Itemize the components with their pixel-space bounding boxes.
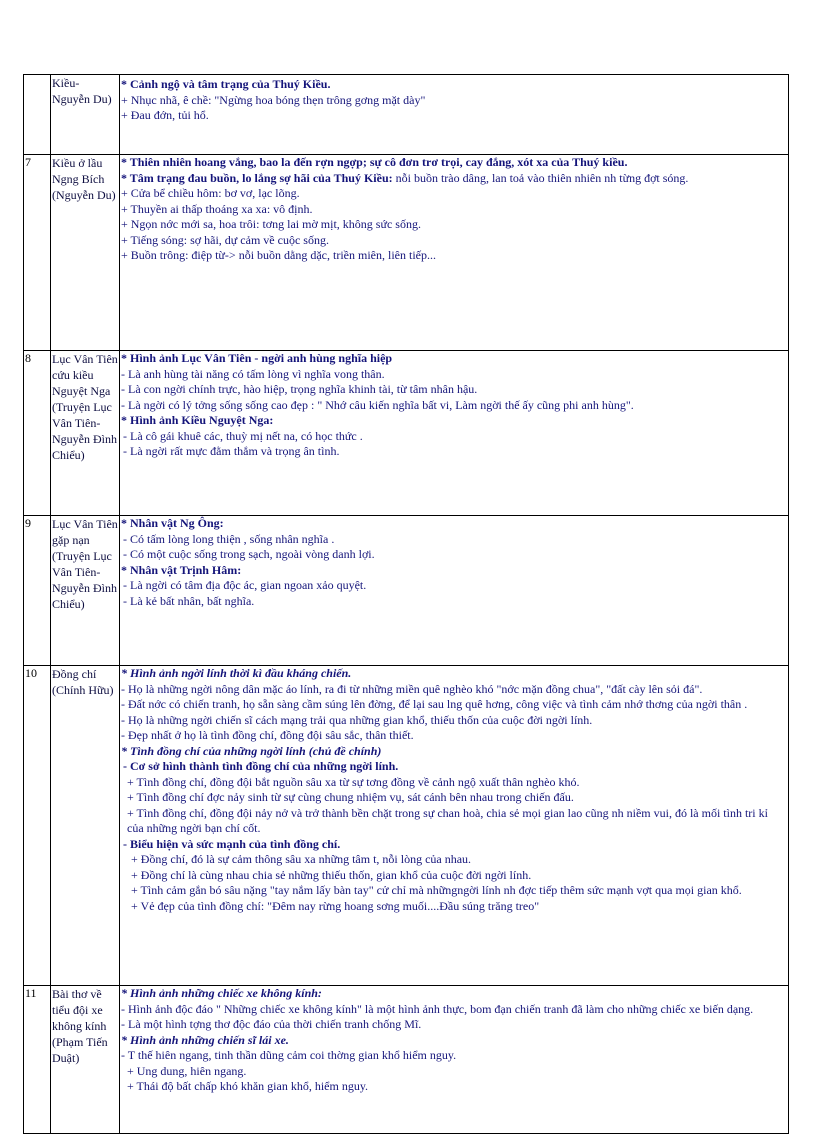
content-line: + Thuyền ai thấp thoáng xa xa: vô định.: [121, 201, 313, 216]
content-line: - Đẹp nhất ở họ là tình đồng chí, đồng đội sâu sắc, thân thiết.: [121, 728, 414, 742]
content-heading: * Hình ảnh ngời lính thời kì đầu kháng chiến.: [121, 666, 352, 680]
content-line: + Tình cảm gắn bó sâu nặng "tay nắm lấy bàn tay" cử chỉ mà nhữngngời lính nh đợc tiếp thêm sức mạnh vợt qua mọi gian khổ.: [131, 883, 742, 897]
content-line: + Đồng chí, đó là sự cảm thông sâu xa những tâm t, nỗi lòng của nhau.: [131, 852, 472, 866]
content-heading: * Cảnh ngộ và tâm trạng của Thuý Kiều.: [121, 77, 331, 91]
content-line: - Hình ảnh độc đáo " Những chiếc xe không kính" là một hình ảnh thực, bom đạn chiến tranh đã làm cho những chiếc xe biến dạng.: [121, 1001, 754, 1016]
content-line: + Tình đồng chí, đồng đội bắt nguồn sâu xa từ sự tơng đồng về cảnh ngộ xuất thân nghèo khó.: [127, 774, 580, 789]
content-line: - Là con ngời chính trực, hào hiệp, trọng nghĩa khinh tài, từ tâm nhân hậu.: [121, 382, 478, 396]
content-line: + Ngọn nớc mới sa, hoa trôi: tơng lai mờ mịt, không sức sống.: [121, 217, 421, 231]
lesson-content: [120, 986, 789, 1134]
lesson-title: Kiều- Nguyễn Du): [51, 75, 120, 155]
row-number: [24, 75, 51, 155]
content-text: nỗi buồn trào dâng, lan toả vào thiên nhiên nh từng đợt sóng.: [392, 170, 689, 185]
content-heading: * Hình ảnh những chiến sĩ lái xe.: [121, 1032, 289, 1047]
content-line: + Thái độ bất chấp khó khăn gian khổ, hiểm nguy.: [127, 1079, 369, 1093]
content-line: + Nhục nhã, ê chề: "Ngừng hoa bóng thẹn trông gơng mặt dày": [121, 92, 426, 107]
lesson-content: [120, 351, 789, 516]
lesson-title: Lục Vân Tiên gặp nạn (Truyện Lục Vân Tiên- Nguyễn Đình Chiểu): [51, 516, 120, 666]
content-line: - Đất nớc có chiến tranh, họ sẵn sàng cầm súng lên đờng, để lại sau lng quê hơng, công việc và tình cảm nhớ thơng của ngời thân .: [121, 697, 748, 711]
lesson-title: Đồng chí (Chính Hữu): [51, 666, 120, 986]
content-heading: * Nhân vật Ng Ông:: [121, 516, 224, 530]
content-line: + Đau đớn, tủi hổ.: [121, 108, 209, 122]
content-heading: * Thiên nhiên hoang vắng, bao la đến rợn ngợp; sự cô đơn trơ trọi, cay đắng, xót xa của Thuý kiều.: [121, 155, 628, 169]
content-heading: * Hình ảnh những chiếc xe không kính:: [121, 986, 322, 1000]
content-line: + Vẻ đẹp của tình đồng chí: "Đêm nay rừng hoang sơng muối....Đầu súng trăng treo": [131, 898, 540, 913]
table-row: [24, 351, 789, 516]
content-line: - Có tấm lòng long thiện , sống nhân nghĩa .: [123, 531, 335, 546]
content-heading: * Nhân vật Trịnh Hâm:: [121, 562, 242, 577]
content-subheading: - Cơ sở hình thành tình đồng chí của những ngời lính.: [123, 759, 399, 773]
content-line: - T thế hiên ngang, tinh thần dũng cảm coi thờng gian khổ hiểm nguy.: [121, 1048, 457, 1062]
content-line: - Là kẻ bất nhân, bất nghĩa.: [123, 593, 255, 608]
content-heading: * Tình đồng chí của những ngời lính (chủ đề chính): [121, 743, 382, 758]
table-row: [24, 155, 789, 351]
table-row: [24, 75, 789, 155]
lesson-content: [120, 75, 789, 155]
content-line: + Tiếng sóng: sợ hãi, dự cảm về cuộc sống.: [121, 232, 329, 247]
row-number: 11: [24, 986, 51, 1134]
lesson-table-body: [24, 75, 789, 1134]
content-line: + Đồng chí là cùng nhau chia sẻ những thiếu thốn, gian khổ của cuộc đời ngời lính.: [131, 867, 532, 882]
lesson-title: Bài thơ về tiểu đội xe không kính (Phạm Tiến Duật): [51, 986, 120, 1134]
content-line: - Là ngời rất mực đằm thắm và trọng ân tình.: [123, 444, 340, 458]
content-line: + Tình đồng chí đợc nảy sinh từ sự cùng chung nhiệm vụ, sát cánh bên nhau trong chiến đấu.: [127, 790, 574, 804]
content-line: - Là một hình tợng thơ độc đáo của thời chiến tranh chống Mĩ.: [121, 1017, 422, 1031]
row-number: 7: [24, 155, 51, 351]
content-heading: * Hình ảnh Lục Vân Tiên - ngời anh hùng nghĩa hiệp: [121, 351, 393, 365]
content-heading: * Tâm trạng đau buồn, lo lắng sợ hãi của Thuý Kiều:: [121, 170, 393, 185]
lesson-title: Lục Vân Tiên cứu kiều Nguyệt Nga (Truyện Lục Vân Tiên- Nguyễn Đình Chiểu): [51, 351, 120, 516]
lesson-title: Kiều ở lầu Ngng Bích (Nguyễn Du): [51, 155, 120, 351]
content-line: + Buồn trông: điệp từ-> nỗi buồn dằng dặc, triền miên, liên tiếp...: [121, 248, 436, 262]
content-line: - Là anh hùng tài năng có tấm lòng vì nghĩa vong thân.: [121, 366, 385, 381]
content-line: + Tình đồng chí, đồng đội nảy nở và trở thành bền chặt trong sự chan hoà, chia sẻ mọi gian lao cũng nh niềm vui, đó là mối tình tri kỉ của những ngời bạn chí cốt.: [127, 805, 768, 835]
content-line: + Cửa bể chiều hôm: bơ vơ, lạc lõng.: [121, 186, 300, 200]
lesson-content: [120, 516, 789, 666]
content-line: [121, 171, 787, 187]
content-line: - Họ là những ngời chiến sĩ cách mạng trải qua những gian khổ, thiếu thốn của cuộc đời ngời lính.: [121, 712, 593, 727]
content-line: - Là cô gái khuê các, thuỳ mị nết na, có học thức .: [123, 428, 363, 443]
content-line: - Là ngời có tâm địa độc ác, gian ngoan xảo quyệt.: [123, 578, 367, 592]
table-row: [24, 516, 789, 666]
content-heading: * Hình ảnh Kiều Nguyệt Nga:: [121, 413, 274, 427]
content-line: - Là ngời có lý tởng sống sống cao đẹp : " Nhớ câu kiến nghĩa bất vi, Làm ngời thế ấy cũng phi anh hùng".: [121, 397, 634, 412]
table-row: [24, 986, 789, 1134]
content-line: - Họ là những ngời nông dân mặc áo lính, ra đi từ những miền quê nghèo khó "nớc mặn đồng chua", "đất cày lên sỏi đá".: [121, 681, 703, 696]
table-row: [24, 666, 789, 986]
content-subheading: - Biểu hiện và sức mạnh của tình đồng chí.: [123, 836, 341, 851]
lesson-content: [120, 155, 789, 351]
row-number: 8: [24, 351, 51, 516]
content-line: - Có một cuộc sống trong sạch, ngoài vòng danh lợi.: [123, 547, 375, 561]
lesson-table: [23, 74, 789, 1134]
row-number: 9: [24, 516, 51, 666]
row-number: 10: [24, 666, 51, 986]
content-line: + Ung dung, hiên ngang.: [127, 1063, 247, 1078]
lesson-content: [120, 666, 789, 986]
